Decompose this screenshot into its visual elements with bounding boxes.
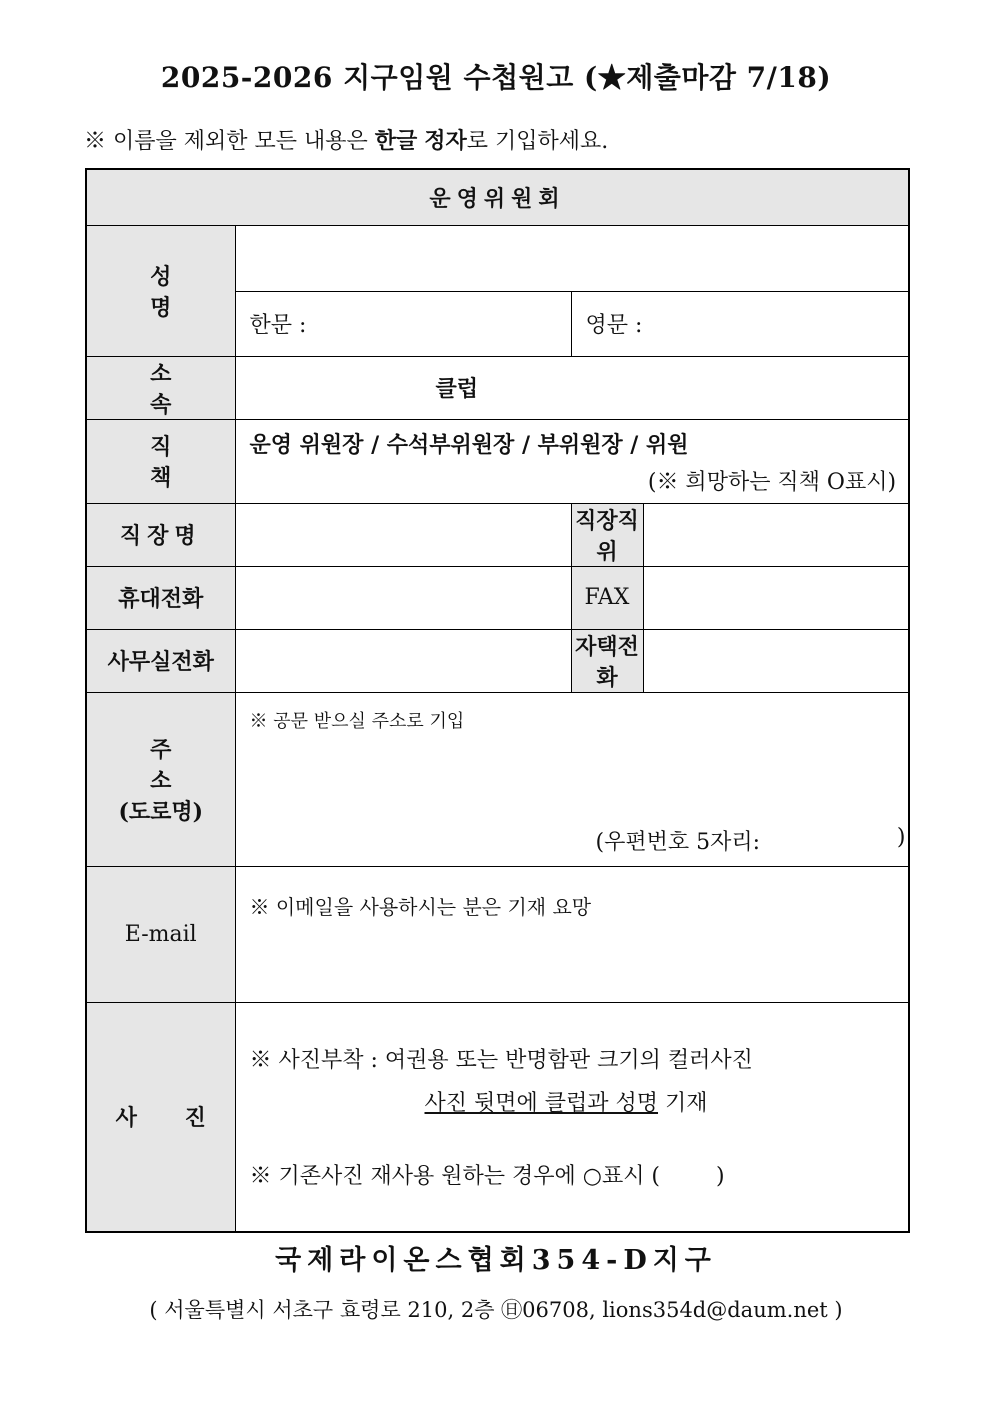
workplace-title-input[interactable] [643, 503, 909, 566]
workplace-input[interactable] [235, 503, 571, 566]
address-label-main: 주 소 [150, 736, 212, 794]
fax-input[interactable] [643, 566, 909, 629]
workplace-title-label: 직장직위 [571, 503, 643, 566]
notice-bold-jeongja: 정자 [424, 128, 467, 154]
email-field[interactable] [235, 866, 909, 1002]
photo-note-2-rest: 기재 [658, 1090, 708, 1116]
postal-code-field[interactable] [596, 825, 906, 856]
hanja-name-field[interactable] [235, 291, 571, 356]
address-label [86, 692, 235, 866]
home-phone-input[interactable] [643, 629, 909, 692]
name-label: 성 명 [86, 225, 235, 356]
position-options[interactable]: 운영 위원장 / 수석부위원장 / 부위원장 / 위원 [249, 431, 689, 458]
office-phone-input[interactable] [235, 629, 571, 692]
organization-address: ( 서울특별시 서초구 효령로 210, 2층 ㊐06708, lions354d@daum.net ) [149, 1298, 843, 1322]
affiliation-label: 소 속 [86, 356, 235, 419]
photo-note-3[interactable]: ※ 기존사진 재사용 원하는 경우에 ○표시 ( ) [249, 1163, 725, 1189]
postal-close: ) [896, 824, 906, 850]
office-phone-label: 사무실전화 [86, 629, 235, 692]
name-input[interactable] [235, 225, 909, 291]
instruction-notice [84, 124, 608, 155]
position-field[interactable] [235, 419, 909, 503]
photo-label: 사 진 [86, 1002, 235, 1232]
address-note: ※ 공문 받으실 주소로 기입 [249, 710, 465, 732]
mobile-label: 휴대전화 [86, 566, 235, 629]
section-title: 운영위원회 [86, 169, 909, 225]
position-note: (※ 희망하는 직책 O표시) [647, 469, 897, 495]
email-label: E-mail [86, 866, 235, 1002]
notice-suffix: 로 기입하세요. [466, 129, 609, 154]
notice-prefix: ※ 이름을 제외한 모든 내용은 [84, 129, 375, 154]
english-name-field[interactable] [571, 291, 909, 356]
workplace-label: 직장명 [86, 503, 235, 566]
home-phone-label: 자택전화 [571, 629, 643, 692]
photo-note-1: ※ 사진부착 : 여권용 또는 반명함판 크기의 컬러사진 [249, 1047, 753, 1073]
english-label: 영문 : [585, 313, 643, 338]
address-label-sub: (도로명) [118, 798, 204, 825]
photo-field[interactable] [235, 1002, 909, 1232]
photo-note-2 [250, 1074, 909, 1117]
document-title: 2025-2026 지구임원 수첩원고 (★제출마감 7/18) [160, 61, 832, 94]
notice-bold-hangul: 한글 [374, 128, 418, 154]
hanja-label: 한문 : [249, 313, 307, 338]
affiliation-field[interactable]: 클럽 [235, 356, 909, 419]
email-note: ※ 이메일을 사용하시는 분은 기재 요망 [249, 894, 592, 919]
photo-note-2-underlined: 사진 뒷면에 클럽과 성명 [424, 1090, 659, 1116]
mobile-input[interactable] [235, 566, 571, 629]
position-label: 직 책 [86, 419, 235, 503]
postal-note: (우편번호 5자리: [595, 829, 760, 855]
address-field[interactable] [235, 692, 909, 866]
registration-form [85, 168, 910, 1233]
organization-name: 국제라이온스협회354-D지구 [275, 1245, 717, 1276]
fax-label: FAX [571, 566, 643, 629]
